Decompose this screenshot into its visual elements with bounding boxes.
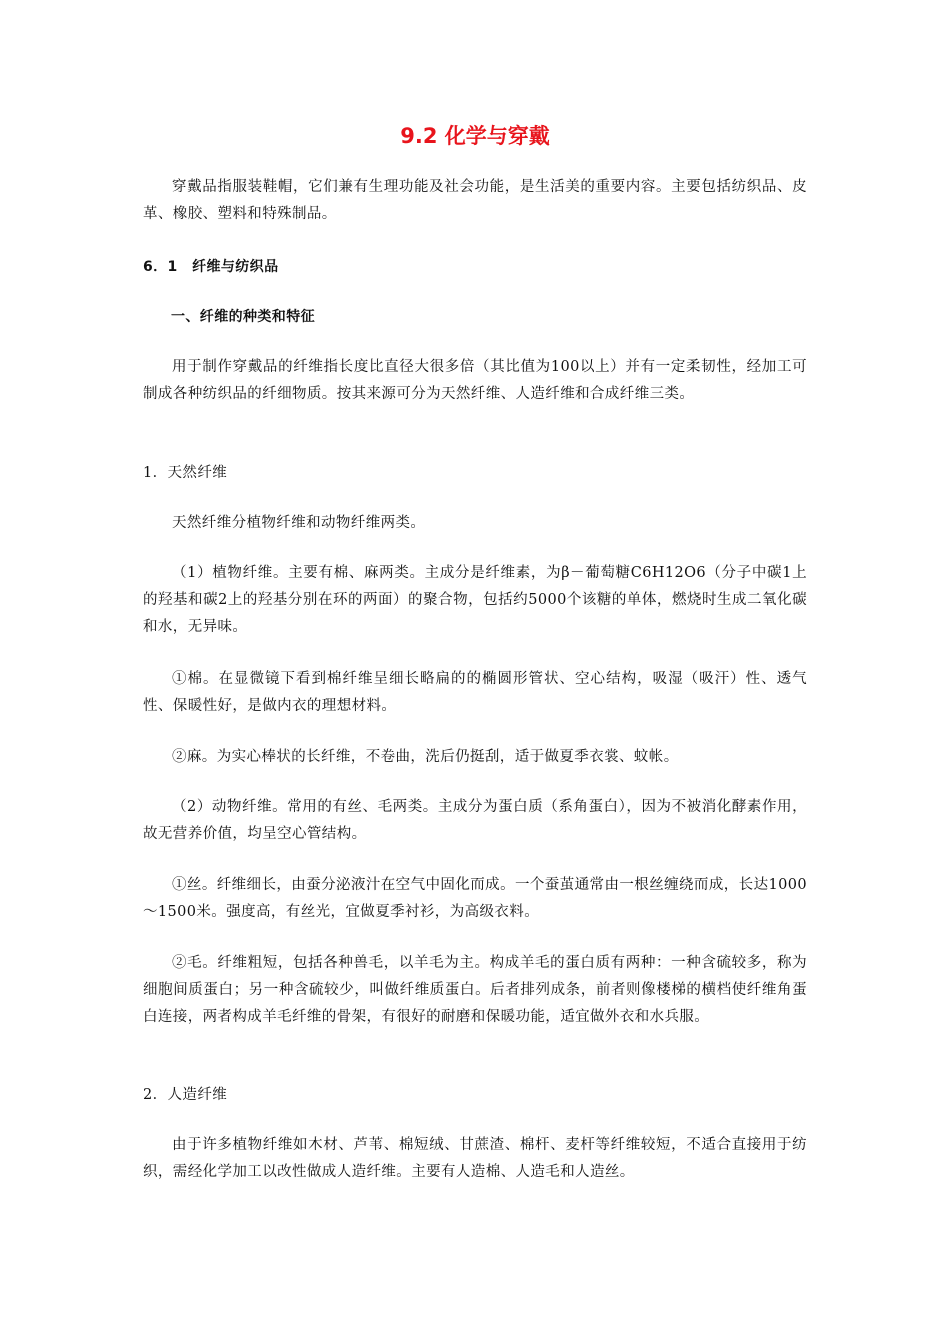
animal-fiber-paragraph: （2）动物纤维。常用的有丝、毛两类。主成分为蛋白质（系角蛋白），因为不被消化酵素作用，故无营养价值，均呈空心管结构。 xyxy=(143,799,807,842)
definition-paragraph: 用于制作穿戴品的纤维指长度比直径大很多倍（其比值为100以上）并有一定柔韧性，经加工可制成各种纺织品的纤细物质。按其来源可分为天然纤维、人造纤维和合成纤维三类。 xyxy=(143,359,807,402)
wool-paragraph: ②毛。纤维粗短，包括各种兽毛，以羊毛为主。构成羊毛的蛋白质有两种：一种含硫较多，称为细胞间质蛋白；另一种含硫较少，叫做纤维质蛋白。后者排列成条，前者则像楼梯的横档使纤维角蛋白连接，两者构成羊毛纤维的骨架，有很好的耐磨和保暖功能，适宜做外衣和水兵服。 xyxy=(143,955,807,1025)
hemp-paragraph: ②麻。为实心棒状的长纤维，不卷曲，洗后仍挺刮，适于做夏季衣裳、蚊帐。 xyxy=(172,749,679,765)
silk-paragraph: ①丝。纤维细长，由蚕分泌液汁在空气中固化而成。一个蚕茧通常由一根丝缠绕而成，长达1000～1500米。强度高，有丝光，宜做夏季衬衫，为高级衣料。 xyxy=(143,877,807,920)
sub-heading: 一、纤维的种类和特征 xyxy=(171,309,315,325)
artificial-fiber-heading: 2．人造纤维 xyxy=(143,1087,228,1103)
natural-fiber-heading: 1．天然纤维 xyxy=(143,465,228,481)
natural-fiber-paragraph: 天然纤维分植物纤维和动物纤维两类。 xyxy=(172,515,426,531)
document-title: 9.2 化学与穿戴 xyxy=(400,124,550,148)
section-heading: 6．1 纤维与纺织品 xyxy=(143,259,279,275)
artificial-fiber-paragraph: 由于许多植物纤维如木材、芦苇、棉短绒、甘蔗渣、棉杆、麦杆等纤维较短，不适合直接用于纺织，需经化学加工以改性做成人造纤维。主要有人造棉、人造毛和人造丝。 xyxy=(143,1137,807,1180)
plant-fiber-paragraph: （1）植物纤维。主要有棉、麻两类。主成分是纤维素，为β－葡萄糖C6H12O6（分子中碳1上的羟基和碳2上的羟基分别在环的两面）的聚合物，包括约5000个该糖的单体，燃烧时生成二氧化碳和水，无异味。 xyxy=(143,565,807,635)
intro-paragraph: 穿戴品指服装鞋帽，它们兼有生理功能及社会功能，是生活美的重要内容。主要包括纺织品、皮革、橡胶、塑料和特殊制品。 xyxy=(143,179,807,222)
cotton-paragraph: ①棉。在显微镜下看到棉纤维呈细长略扁的的椭圆形管状、空心结构，吸湿（吸汗）性、透气性、保暖性好，是做内衣的理想材料。 xyxy=(143,671,807,714)
